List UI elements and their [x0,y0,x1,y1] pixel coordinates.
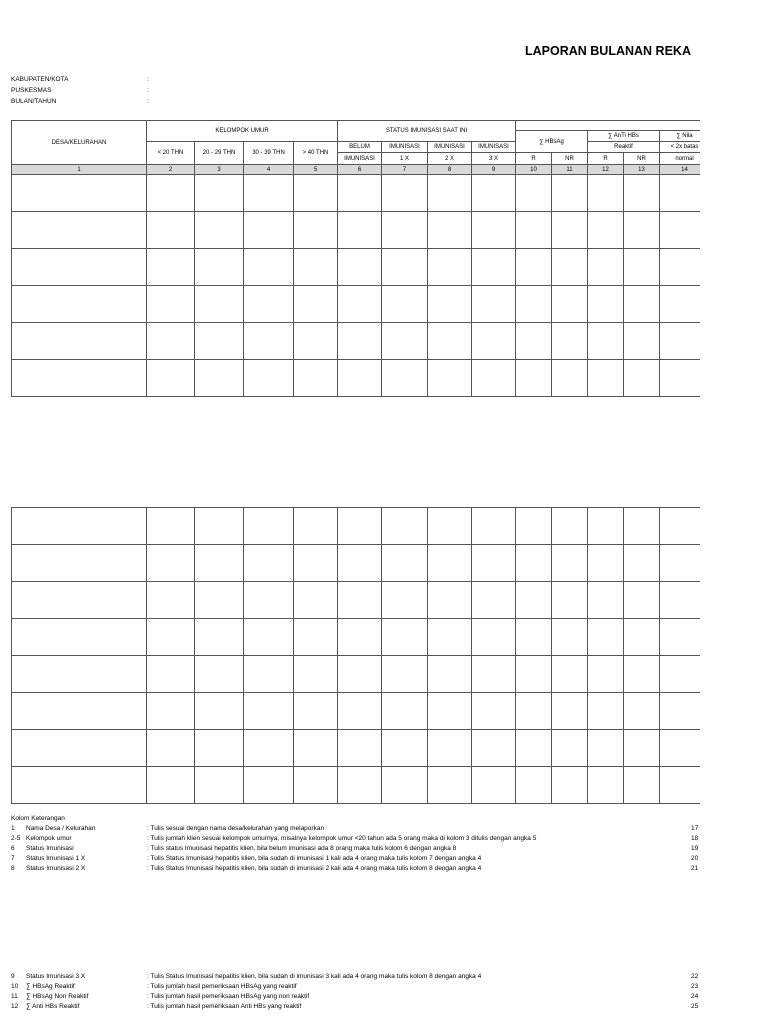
table-cell[interactable] [147,767,195,804]
note-number: 8 [11,865,15,872]
table-row [12,619,710,656]
table-cell[interactable] [294,508,338,545]
note-number: 9 [11,973,15,980]
table-cell[interactable] [338,212,382,249]
note-ref-number: 17 [691,825,699,832]
note-label: Nama Desa / Kelurahan [26,825,96,832]
table-cell[interactable] [12,175,147,212]
table-cell[interactable] [472,360,516,397]
table-row [12,582,710,619]
column-number: 12 [588,165,624,175]
table-row [12,545,710,582]
table-cell[interactable] [516,508,552,545]
table-cell[interactable] [428,693,472,730]
table-cell[interactable] [338,693,382,730]
table-cell[interactable] [472,656,516,693]
table-cell[interactable] [516,175,552,212]
table-cell[interactable] [624,582,660,619]
table-cell[interactable] [552,360,588,397]
table-cell[interactable] [552,508,588,545]
table-cell[interactable] [338,286,382,323]
table-cell[interactable] [12,360,147,397]
table-cell[interactable] [552,175,588,212]
header-anti-hbs-reaktif: Reaktif [588,142,660,153]
table-row [12,693,710,730]
table-cell[interactable] [244,545,294,582]
table-cell[interactable] [294,323,338,360]
status-header: IMUNISASI [382,142,428,153]
meta-kabupaten [11,76,149,83]
table-cell[interactable] [338,656,382,693]
table-cell[interactable] [12,619,147,656]
table-cell[interactable] [12,582,147,619]
table-cell[interactable] [588,545,624,582]
status-header: IMUNISASI [338,153,382,165]
table-cell[interactable] [624,767,660,804]
table-cell[interactable] [428,767,472,804]
table-cell[interactable] [244,249,294,286]
table-cell[interactable] [382,767,428,804]
table-cell[interactable] [382,619,428,656]
table-cell[interactable] [12,286,147,323]
report-table [11,120,710,397]
age-header: 30 - 39 THN [244,142,294,165]
note-number: 7 [11,855,15,862]
table-cell[interactable] [472,545,516,582]
meta-label: PUSKESMAS [11,87,52,94]
note-description: : Tulis Status Imunisasi hepatitis klien, bila sudah di imunisasi 2 kali ada 4 orang maka tulis kolom 8 dengan angka 4 [147,865,482,872]
column-number: 8 [428,165,472,175]
note-number: 10 [11,983,19,990]
table-cell[interactable] [195,767,244,804]
table-cell[interactable] [147,508,195,545]
table-cell[interactable] [195,286,244,323]
table-cell[interactable] [516,619,552,656]
table-cell[interactable] [588,693,624,730]
table-cell[interactable] [294,730,338,767]
column-number: 14 [660,165,710,175]
table-row [12,249,710,286]
column-number: 13 [624,165,660,175]
note-ref-number: 20 [691,855,699,862]
table-cell[interactable] [552,619,588,656]
table-cell[interactable] [472,619,516,656]
table-cell[interactable] [624,212,660,249]
table-cell[interactable] [516,767,552,804]
table-cell[interactable] [428,323,472,360]
note-row [11,855,699,865]
note-number: 1 [11,825,15,832]
table-cell[interactable] [147,693,195,730]
table-row [12,508,710,545]
table-cell[interactable] [338,767,382,804]
table-cell[interactable] [195,508,244,545]
table-cell[interactable] [12,323,147,360]
column-number: 7 [382,165,428,175]
table-cell[interactable] [516,212,552,249]
table-cell[interactable] [195,693,244,730]
column-number: 11 [552,165,588,175]
table-cell[interactable] [244,582,294,619]
table-cell[interactable] [428,619,472,656]
age-header: > 40 THN [294,142,338,165]
table-cell[interactable] [382,656,428,693]
table-cell[interactable] [516,545,552,582]
table-cell[interactable] [428,360,472,397]
table-cell[interactable] [428,508,472,545]
note-ref-number: 22 [691,973,699,980]
status-header: 3 X [472,153,516,165]
table-cell[interactable] [624,693,660,730]
table-cell[interactable] [294,175,338,212]
table-cell[interactable] [428,545,472,582]
table-cell[interactable] [147,730,195,767]
status-header: IMUNISASI [472,142,516,153]
table-cell[interactable] [552,323,588,360]
table-cell[interactable] [12,693,147,730]
table-cell[interactable] [244,175,294,212]
note-label: Status Imunisasi [26,845,74,852]
note-label: ∑ HBsAg Non Reaktif [26,993,89,1000]
column-number-row [12,165,710,175]
table-cell[interactable] [428,212,472,249]
table-cell[interactable] [338,249,382,286]
table-cell[interactable] [624,730,660,767]
table-cell[interactable] [244,656,294,693]
table-cell[interactable] [588,582,624,619]
table-cell[interactable] [12,545,147,582]
meta-colon: : [147,76,149,83]
note-row [11,835,699,845]
column-number: 10 [516,165,552,175]
table-cell[interactable] [147,323,195,360]
table-cell[interactable] [294,249,338,286]
table-cell[interactable] [624,656,660,693]
note-row [11,825,699,835]
meta-bulan-tahun [11,98,149,105]
table-cell[interactable] [12,212,147,249]
header-nilai: ∑ Nila [660,131,710,142]
table-cell[interactable] [294,545,338,582]
table-cell[interactable] [588,730,624,767]
note-label: ∑ HBsAg Reaktif [26,983,75,990]
table-cell[interactable] [588,212,624,249]
column-number: 1 [12,165,147,175]
table-cell[interactable] [382,545,428,582]
table-cell[interactable] [382,508,428,545]
table-cell[interactable] [338,508,382,545]
table-cell[interactable] [588,656,624,693]
table-cell[interactable] [552,212,588,249]
table-cell[interactable] [294,286,338,323]
table-cell[interactable] [624,545,660,582]
note-description: : Tulis sesuai dengan nama desa/kelurahan yang melaporkan [147,825,325,832]
table-cell[interactable] [624,619,660,656]
note-label: Kelompok umur [26,835,72,842]
column-number: 5 [294,165,338,175]
table-row [12,323,710,360]
table-cell[interactable] [12,249,147,286]
notes-title: Kolom Keterangan [11,815,65,822]
column-number: 6 [338,165,382,175]
table-cell[interactable] [428,175,472,212]
note-description: : Tulis Status Imunisasi hepatitis klien, bila sudah di imunisasi 1 kali ada 4 orang maka tulis kolom 7 dengan angka 4 [147,855,482,862]
table-cell[interactable] [244,508,294,545]
header-anti-hbs: ∑ AnTi HBs [588,131,660,142]
status-header: BELUM [338,142,382,153]
table-row [12,730,710,767]
table-cell[interactable] [472,767,516,804]
note-label: ∑ Anti HBs Reaktif [26,1003,80,1010]
note-row [11,845,699,855]
note-ref-number: 18 [691,835,699,842]
column-number: 4 [244,165,294,175]
table-cell[interactable] [338,582,382,619]
table-cell[interactable] [472,730,516,767]
report-table-continued [11,507,710,804]
table-cell[interactable] [588,286,624,323]
table-cell[interactable] [552,249,588,286]
status-header: 1 X [382,153,428,165]
note-ref-number: 19 [691,845,699,852]
table-cell[interactable] [588,323,624,360]
table-cell[interactable] [624,249,660,286]
note-description: : Tulis Status Imunisasi hepatitis klien, bila sudah di imunisasi 3 kali ada 4 orang maka tulis kolom 8 dengan angka 4 [147,973,482,980]
table-cell[interactable] [244,730,294,767]
table-cell[interactable] [516,656,552,693]
table-cell[interactable] [472,693,516,730]
table-cell[interactable] [552,545,588,582]
table-cell[interactable] [338,730,382,767]
header-blank [516,121,710,131]
table-cell[interactable] [552,693,588,730]
rnr-header: NR [624,153,660,165]
table-cell[interactable] [294,582,338,619]
note-description: : Tulis jumlah hasil pemeriksaan Anti HBs yang reaktif [147,1003,302,1010]
table-cell[interactable] [244,286,294,323]
table-cell[interactable] [382,249,428,286]
note-number: 12 [11,1003,19,1010]
table-cell[interactable] [382,286,428,323]
table-cell[interactable] [472,582,516,619]
table-cell[interactable] [382,730,428,767]
table-cell[interactable] [428,286,472,323]
table-cell[interactable] [147,286,195,323]
table-cell[interactable] [516,730,552,767]
notes-list [11,825,699,875]
page-clip [700,0,768,1024]
table-cell[interactable] [294,212,338,249]
table-cell[interactable] [147,619,195,656]
table-cell[interactable] [552,656,588,693]
table-row [12,286,710,323]
table-cell[interactable] [624,286,660,323]
table-cell[interactable] [195,582,244,619]
table-cell[interactable] [244,323,294,360]
table-cell[interactable] [294,360,338,397]
table-cell[interactable] [12,730,147,767]
header-status-imunisasi: STATUS IMUNISASI SAAT INI [338,121,516,142]
notes-section [11,815,699,875]
note-row [11,865,699,875]
note-ref-number: 24 [691,993,699,1000]
table-cell[interactable] [147,582,195,619]
table-cell[interactable] [338,619,382,656]
table-cell[interactable] [338,360,382,397]
table-cell[interactable] [472,508,516,545]
table-cell[interactable] [195,323,244,360]
note-number: 2-5 [11,835,21,842]
header-desa: DESA/KELURAHAN [12,121,147,165]
table-cell[interactable] [516,360,552,397]
status-header: 2 X [428,153,472,165]
table-cell[interactable] [244,767,294,804]
table-cell[interactable] [338,545,382,582]
table-cell[interactable] [195,545,244,582]
table-body-top [12,175,710,397]
table-cell[interactable] [338,323,382,360]
table-cell[interactable] [195,175,244,212]
table-cell[interactable] [195,730,244,767]
table-cell[interactable] [588,619,624,656]
note-number: 6 [11,845,15,852]
meta-colon: : [147,87,149,94]
note-description: : Tulis jumlah hasil pemeriksaan HBsAg yang reaktif [147,983,297,990]
table-cell[interactable] [516,249,552,286]
table-cell[interactable] [294,767,338,804]
table-cell[interactable] [294,693,338,730]
column-number: 3 [195,165,244,175]
table-cell[interactable] [244,693,294,730]
table-cell[interactable] [552,730,588,767]
note-ref-number: 21 [691,865,699,872]
table-row [12,175,710,212]
table-cell[interactable] [382,212,428,249]
column-number: 9 [472,165,516,175]
table-cell[interactable] [552,286,588,323]
table-row [12,767,710,804]
note-ref-number: 23 [691,983,699,990]
table-cell[interactable] [472,286,516,323]
table-cell[interactable] [428,582,472,619]
table-cell[interactable] [588,767,624,804]
status-header: IMUNISASI [428,142,472,153]
rnr-header: R [588,153,624,165]
table-cell[interactable] [147,249,195,286]
table-cell[interactable] [338,175,382,212]
column-number: 2 [147,165,195,175]
table-cell[interactable] [428,730,472,767]
table-cell[interactable] [195,212,244,249]
header-normal: normal [660,153,710,165]
table-cell[interactable] [428,656,472,693]
table-cell[interactable] [147,360,195,397]
table-cell[interactable] [624,360,660,397]
table-cell[interactable] [195,656,244,693]
table-row [12,212,710,249]
table-cell[interactable] [195,249,244,286]
report-title: LAPORAN BULANAN REKA [525,44,691,58]
header-kelompok-umur: KELOMPOK UMUR [147,121,338,142]
table-cell[interactable] [588,508,624,545]
table-cell[interactable] [12,767,147,804]
table-cell[interactable] [382,582,428,619]
table-cell[interactable] [516,286,552,323]
note-label: Status Imunisasi 1 X [26,855,86,862]
table-cell[interactable] [382,175,428,212]
table-cell[interactable] [294,656,338,693]
table-row [12,360,710,397]
header-batas: < 2x batas [660,142,710,153]
table-cell[interactable] [147,545,195,582]
age-header: 20 - 29 THN [195,142,244,165]
table-cell[interactable] [472,323,516,360]
table-cell[interactable] [244,360,294,397]
note-label: Status Imunisasi 3 X [26,973,86,980]
table-cell[interactable] [552,767,588,804]
table-cell[interactable] [552,582,588,619]
note-ref-number: 25 [691,1003,699,1010]
table-cell[interactable] [624,175,660,212]
table-cell[interactable] [516,323,552,360]
table-cell[interactable] [382,693,428,730]
age-header: < 20 THN [147,142,195,165]
table-cell[interactable] [588,360,624,397]
table-cell[interactable] [147,212,195,249]
header-hbsag: ∑ HBsAg [516,131,588,153]
table-cell[interactable] [294,619,338,656]
table-cell[interactable] [624,508,660,545]
table-cell[interactable] [472,212,516,249]
meta-label: BULAN/TAHUN [11,98,57,105]
table-cell[interactable] [516,693,552,730]
table-cell[interactable] [624,323,660,360]
meta-label: KABUPATEN/KOTA [11,76,69,83]
note-number: 11 [11,993,18,1000]
table-cell[interactable] [195,619,244,656]
table-body-bottom [12,508,710,804]
table-cell[interactable] [195,360,244,397]
table-cell[interactable] [12,508,147,545]
table-cell[interactable] [472,175,516,212]
table-cell[interactable] [472,249,516,286]
table-cell[interactable] [588,175,624,212]
meta-colon: : [147,98,149,105]
table-cell[interactable] [12,656,147,693]
rnr-header: R [516,153,552,165]
table-cell[interactable] [244,619,294,656]
table-cell[interactable] [516,582,552,619]
table-cell[interactable] [428,249,472,286]
rnr-header: NR [552,153,588,165]
note-description: : Tulis status Imunisasi hepatitis klien, bila belum imunisasi ada 8 orang maka tulis kolom 6 dengan angka 8 [147,845,457,852]
note-description: : Tulis jumlah klien sesuai kelompok umurnya, misalnya kelompok umur <20 tahun ada 5 orang maka di kolom 3 ditulis dengan angka 5 [147,835,537,842]
meta-puskesmas [11,87,149,94]
table-cell[interactable] [588,249,624,286]
table-cell[interactable] [382,323,428,360]
table-cell[interactable] [147,175,195,212]
table-row [12,656,710,693]
note-description: : Tulis jumlah hasil pemeriksaan HBsAg yang non reaktif [147,993,310,1000]
note-label: Status Imunisasi 2 X [26,865,86,872]
table-cell[interactable] [244,212,294,249]
table-cell[interactable] [147,656,195,693]
table-cell[interactable] [382,360,428,397]
